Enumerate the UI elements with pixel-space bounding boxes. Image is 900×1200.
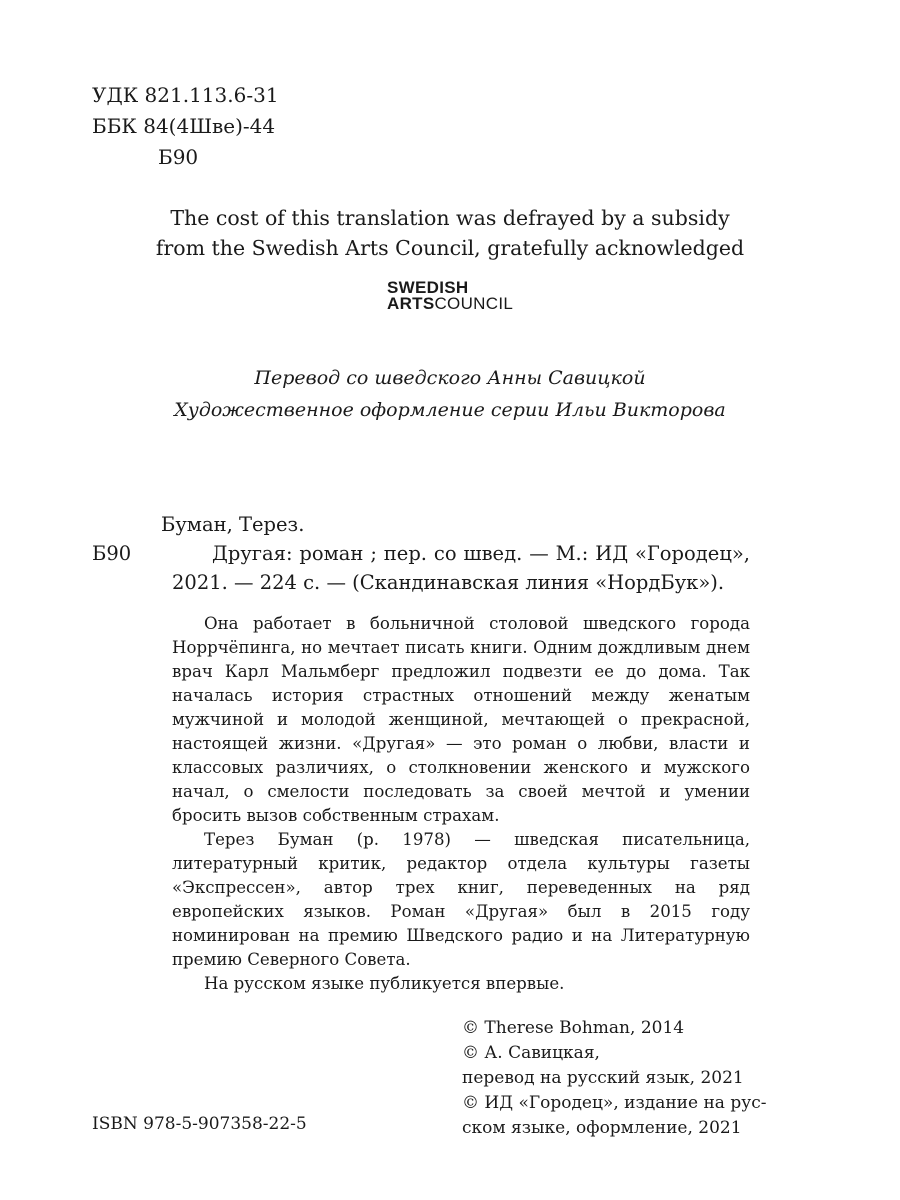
translator-credit: Перевод со шведского Анны Савицкой <box>254 367 646 389</box>
subsidy-line: from the Swedish Arts Council, gratefully acknowledged <box>155 236 745 260</box>
description-line: Другая: роман ; пер. со швед. — М.: ИД «Городец», <box>212 542 750 565</box>
udk-code: УДК 821.113.6-31 <box>92 83 279 107</box>
annotation-paragraph: Она работает в больничной столовой шведского города Норрчёпинга, но мечтает писать книги. Одним дождливым днем врач Карл Мальмберг предложил подвезти ее до дома. Так началась история страстных отношений между женатым мужчиной и молодой женщиной, мечтающей о прекрасной, настоящей жизни. «Другая» — это роман о любви, власти и классовых различиях, о столкновении женского и мужского начал, о смелости последовать за своей мечтой и умении бросить вызов собственным страхам. <box>172 614 750 825</box>
description-line: 2021. — 224 с. — (Скандинавская линия «НордБук»). <box>172 571 725 594</box>
copyright-line: ском языке, оформление, 2021 <box>462 1118 742 1138</box>
logo-line-1: SWEDISH <box>387 278 469 297</box>
subsidy-line: The cost of this translation was defrayed by a subsidy <box>170 206 730 230</box>
bbk-code: ББК 84(4Шве)-44 <box>92 114 276 138</box>
author-mark: Б90 <box>158 145 199 169</box>
design-credit: Художественное оформление серии Ильи Викторова <box>174 399 726 421</box>
copyright-line: © А. Савицкая, <box>462 1043 600 1063</box>
annotation-paragraph: Терез Буман (р. 1978) — шведская писательница, литературный критик, редактор отдела культуры газеты «Экспрессен», автор трех книг, переведенных на ряд европейских языков. Роман «Другая» был в 2015 году номинирован на премию Шведского радио и на Литературную премию Северного Совета. <box>172 830 750 969</box>
logo-arts: ARTS <box>387 294 435 313</box>
isbn: ISBN 978-5-907358-22-5 <box>92 1114 307 1134</box>
subsidy-note <box>150 203 750 263</box>
logo-line-2 <box>387 296 513 312</box>
copyright-block <box>462 1016 766 1141</box>
swedish-arts-council-logo <box>387 280 513 312</box>
annotation <box>172 612 750 996</box>
credits <box>150 362 750 426</box>
entry-author-mark: Б90 <box>92 542 132 565</box>
copyright-line: перевод на русский язык, 2021 <box>462 1068 744 1088</box>
copyright-line: © ИД «Городец», издание на рус- <box>462 1093 767 1113</box>
logo-council: COUNCIL <box>434 294 514 313</box>
annotation-paragraph: На русском языке публикуется впервые. <box>204 974 565 993</box>
bibliographic-description <box>172 539 750 597</box>
copyright-line: © Therese Bohman, 2014 <box>462 1018 685 1038</box>
entry-author: Буман, Терез. <box>161 513 305 536</box>
